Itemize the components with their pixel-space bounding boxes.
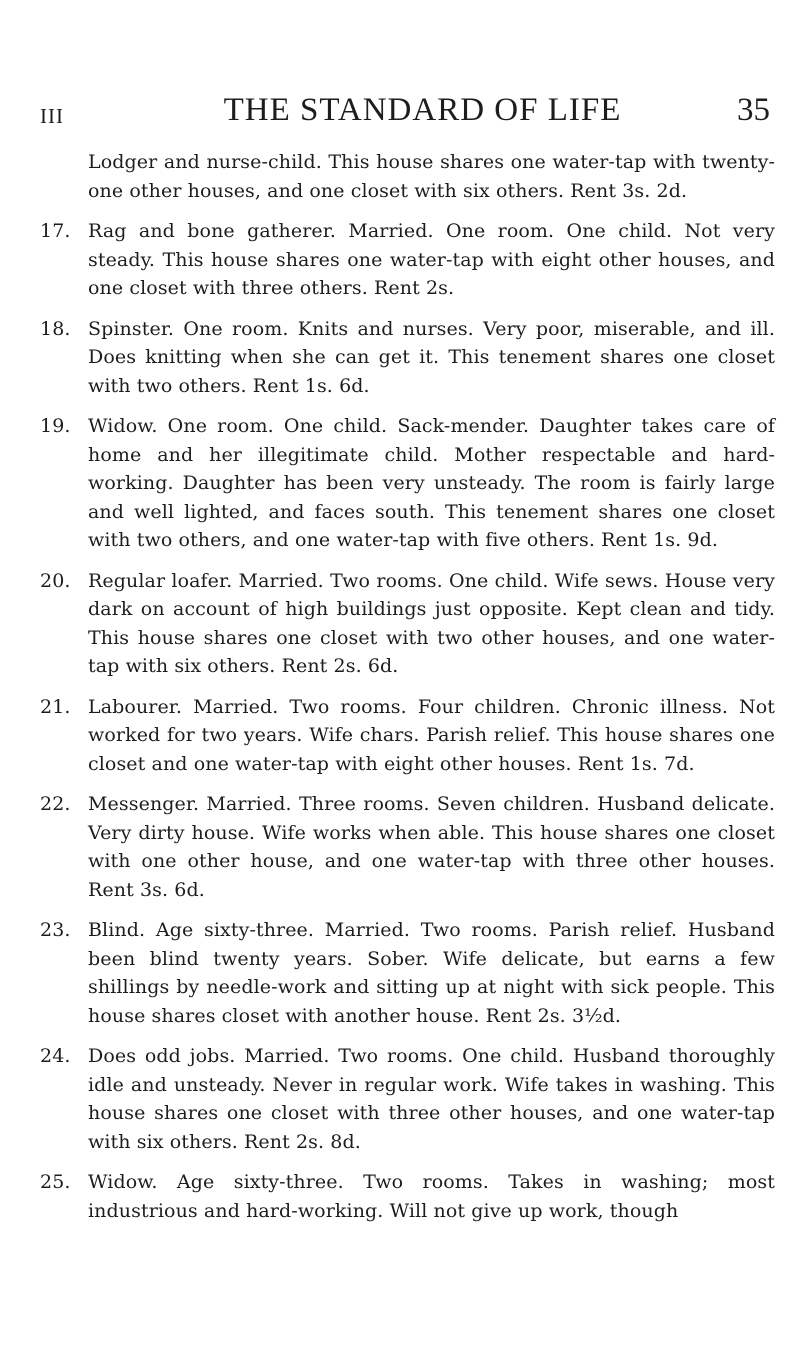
list-item <box>40 567 775 681</box>
page-number: 35 <box>737 92 770 128</box>
entry-text: Rag and bone gatherer. Married. One room. One child. Not very steady. This house shares one water-tap with eight other houses, and one closet with three others. Rent 2s. <box>88 220 775 299</box>
entry-number: 24. <box>40 1045 71 1067</box>
list-item <box>40 693 775 779</box>
running-title: THE STANDARD OF LIFE <box>223 92 622 128</box>
entry-text: Regular loafer. Married. Two rooms. One child. Wife sews. House very dark on account of high buildings just opposite. Kept clean and tidy. This house shares one closet with two other houses, and one water-tap with six others. Rent 2s. 6d. <box>88 569 775 677</box>
entries-list <box>40 148 775 1237</box>
entry-number: 20. <box>40 569 71 592</box>
entry-text: Does odd jobs. Married. Two rooms. One child. Husband thoroughly idle and unsteady. Never in regular work. Wife takes in washing. This house shares one closet with three other houses, and one water-tap with six others. Rent 2s. 8d. <box>88 1045 775 1153</box>
entry-number: 22. <box>40 793 71 815</box>
entry-number: 21. <box>40 695 71 718</box>
entry-number: 18. <box>40 317 71 340</box>
list-item <box>40 916 775 1030</box>
list-item <box>40 1168 775 1225</box>
entry-number: 17. <box>40 220 71 242</box>
entry-number: 25. <box>40 1171 71 1193</box>
entry-number: 23. <box>40 919 71 941</box>
list-item <box>40 1042 775 1156</box>
running-header <box>40 92 770 142</box>
entry-text: Lodger and nurse-child. This house shares one water-tap with twenty-one other houses, and one closet with six others. Rent 3s. 2d. <box>88 151 775 202</box>
list-item <box>40 217 775 303</box>
entry-text: Spinster. One room. Knits and nurses. Very poor, miserable, and ill. Does knitting when she can get it. This tenement shares one closet with two others. Rent 1s. 6d. <box>88 317 775 397</box>
entry-text: Messenger. Married. Three rooms. Seven children. Husband delicate. Very dirty house. Wife works when able. This house shares one closet with one other house, and one water-tap with three other houses. Rent 3s. 6d. <box>88 793 775 901</box>
entry-number: 19. <box>40 415 71 437</box>
list-item <box>40 790 775 904</box>
list-item <box>40 412 775 555</box>
entry-text: Labourer. Married. Two rooms. Four children. Chronic illness. Not worked for two years. Wife chars. Parish relief. This house shares one closet and one water-tap with eight other houses. Rent 1s. 7d. <box>88 695 775 775</box>
chapter-number: III <box>40 104 64 128</box>
entry-text: Blind. Age sixty-three. Married. Two rooms. Parish relief. Husband been blind twenty years. Sober. Wife delicate, but earns a few shillings by needle-work and sitting up at night with sick people. This house shares closet with another house. Rent 2s. 3½d. <box>88 919 775 1027</box>
continuation-paragraph <box>40 148 775 205</box>
list-item <box>40 315 775 401</box>
entry-text: Widow. Age sixty-three. Two rooms. Takes in washing; most industrious and hard-working. Will not give up work, though <box>88 1171 775 1222</box>
entry-text: Widow. One room. One child. Sack-mender. Daughter takes care of home and her illegitimate child. Mother respectable and hard-working. Daughter has been very unsteady. The room is fairly large and well lighted, and faces south. This tenement shares one closet with two others, and one water-tap with five others. Rent 1s. 9d. <box>88 415 775 551</box>
